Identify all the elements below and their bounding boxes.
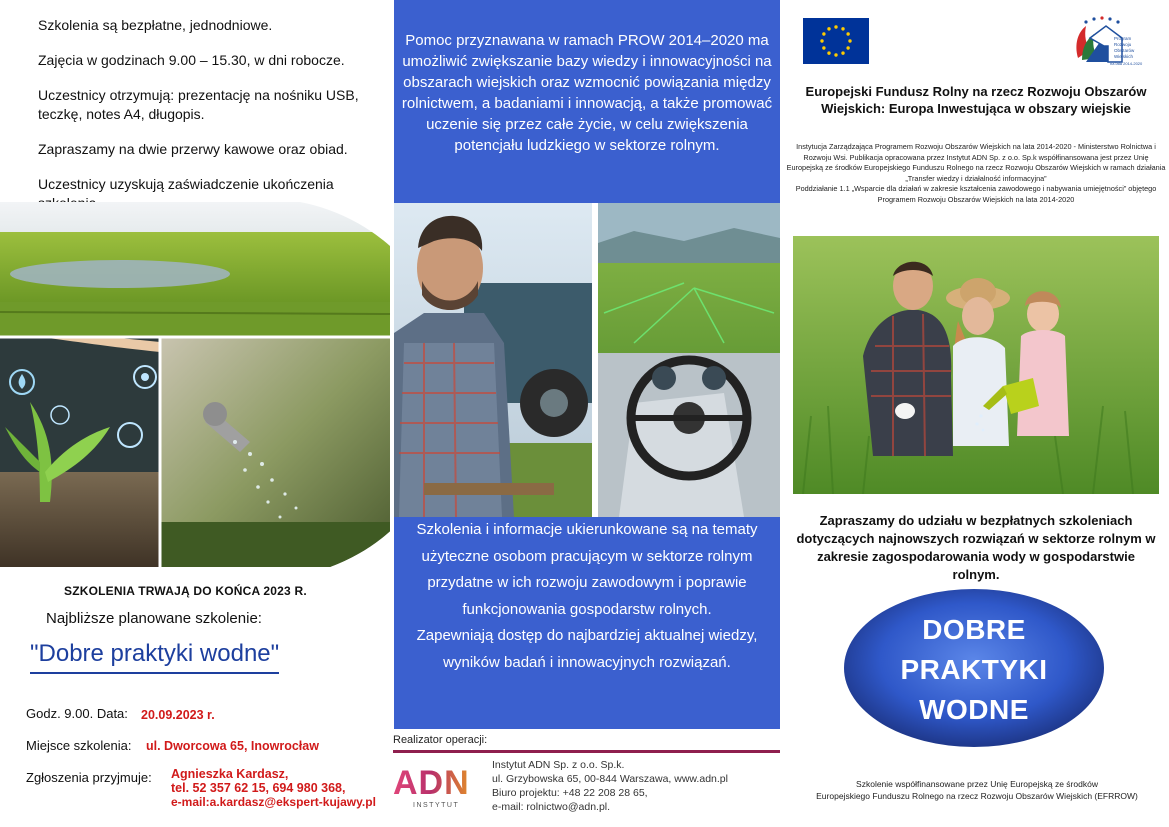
- trainings-description-text: Szkolenia i informacje ukierunkowane są na tematy użyteczne osobom pracującym w sektorze rolnym przydatne w ich rozwoju zawodowym i poprawie funkcjonowania gospodarstw rolnych.: [416, 521, 758, 618]
- eu-flag-icon: [803, 18, 869, 64]
- eu-star: [846, 32, 849, 35]
- badge-line-3: WODNE: [919, 694, 1029, 725]
- info-materials: Uczestnicy otrzymują: prezentację na nośniku USB, teczkę, notes A4, długopis.: [38, 87, 359, 122]
- realizator-label: Realizator operacji:: [393, 734, 488, 746]
- eu-star: [834, 25, 837, 28]
- adn-email: e-mail: rolnictwo@adn.pl.: [492, 801, 611, 813]
- eu-star: [822, 46, 825, 49]
- contact-phone: tel. 52 357 62 15, 694 980 368,: [171, 781, 346, 795]
- trainings-access-text: Zapewniają dostęp do najbardziej aktualnej wiedzy, wyników badań i innowacyjnych rozwiązań.: [416, 627, 758, 671]
- invitation-text: Zapraszamy do udziału w bezpłatnych szkoleniach dotyczących najnowszych rozwiązań w sektorze rolnym w zakresie zagospodarowania wody w gospodarstwie rolnym.: [796, 513, 1156, 582]
- eu-star: [834, 53, 837, 56]
- training-date: 20.09.2023 r.: [141, 708, 215, 722]
- svg-text:na lata 2014-2020: na lata 2014-2020: [1110, 61, 1143, 66]
- training-name: "Dobre praktyki wodne": [30, 640, 279, 674]
- info-hours: Zajęcia w godzinach 9.00 – 15.30, w dni robocze.: [38, 52, 345, 68]
- eu-star: [827, 51, 830, 54]
- eu-star: [822, 32, 825, 35]
- adn-phone: Biuro projektu: +48 22 208 28 65,: [492, 787, 648, 799]
- trainings-description-panel: [394, 517, 780, 729]
- svg-text:Rozwoju: Rozwoju: [1114, 42, 1132, 47]
- adn-contact-info: [492, 758, 728, 814]
- left-info-list: [38, 16, 388, 229]
- cofinancing-line-2: Europejskiego Funduszu Rolnego na rzecz Rozwoju Obszarów Wiejskich (EFRROW): [816, 791, 1138, 801]
- training-place: ul. Dworcowa 65, Inowrocław: [146, 739, 319, 753]
- eu-star: [846, 46, 849, 49]
- info-breaks: Zapraszamy na dwie przerwy kawowe oraz obiad.: [38, 141, 348, 157]
- fund-title: Europejski Fundusz Rolny na rzecz Rozwoju Obszarów Wiejskich: Europa Inwestująca w obszary wiejskie: [805, 84, 1147, 116]
- left-photo-collage: [0, 202, 390, 567]
- time-date-label: Godz. 9.00. Data:: [26, 706, 128, 721]
- info-certificate: Uczestnicy uzyskują zaświadczenie ukończenia: [38, 176, 334, 192]
- adn-company-name: Instytut ADN Sp. z o.o. Sp.k.: [492, 759, 625, 771]
- eu-star: [841, 27, 844, 30]
- fund-funding-note: [786, 142, 1166, 205]
- middle-photo-pair: [394, 203, 780, 517]
- fund-note-subaction: Poddziałanie 1.1 „Wsparcie dla działań w zakresie kształcenia zawodowego i nabywania umiejętności” objętego Programem Rozwoju Obszarów Wiejskich na lata 2014-2020: [795, 184, 1157, 204]
- prow-aid-panel: [394, 0, 780, 203]
- cofinancing-note: [796, 778, 1158, 802]
- svg-text:Program: Program: [1114, 36, 1132, 41]
- svg-text:Wiejskich: Wiejskich: [1114, 54, 1134, 59]
- trainings-end-notice: SZKOLENIA TRWAJĄ DO KOŃCA 2023 R.: [64, 584, 307, 598]
- contact-label: Zgłoszenia przyjmuje:: [26, 770, 152, 785]
- realizator-divider: [393, 750, 780, 753]
- cofinancing-line-1: Szkolenie współfinansowane przez Unię Europejską ze środków: [856, 779, 1098, 789]
- contact-name: Agnieszka Kardasz,: [171, 767, 289, 781]
- svg-text:Obszarów: Obszarów: [1114, 48, 1135, 53]
- prow-aid-text: Pomoc przyznawana w ramach PROW 2014–2020 ma umożliwić zwiększanie bazy wiedzy i innowacyjności na obszarach wiejskich oraz wzmocnić powiązania między rolnictwem, a badaniami i innowacją, a także promować uczenie się przez całe życie, w celu zwiększenia potencjału ludzkiego w sektorze rolnym.: [401, 32, 773, 154]
- place-label: Miejsce szkolenia:: [26, 738, 132, 753]
- badge-line-1: DOBRE: [922, 614, 1026, 645]
- nearest-training-label: Najbliższe planowane szkolenie:: [46, 610, 262, 627]
- svg-text:ADN: ADN: [393, 764, 470, 802]
- badge-line-2: PRAKTYKI: [900, 654, 1048, 685]
- contact-email: e-mail:a.kardasz@ekspert-kujawy.pl: [171, 795, 376, 809]
- eu-star: [841, 51, 844, 54]
- fund-note-action: „Transfer wiedzy i działalność informacyjna”: [905, 173, 1047, 183]
- eu-star: [820, 39, 823, 42]
- adn-logo-icon: [393, 762, 479, 810]
- info-free: Szkolenia są bezpłatne, jednodniowe.: [38, 17, 273, 33]
- eu-star: [848, 39, 851, 42]
- family-garden-photo: [793, 236, 1159, 494]
- training-title-badge: [843, 588, 1105, 748]
- adn-address: ul. Grzybowska 65, 00-844 Warszawa, www.adn.pl: [492, 773, 728, 785]
- eu-star: [827, 27, 830, 30]
- fund-note-main: Instytucja Zarządzająca Programem Rozwoju Obszarów Wiejskich na lata 2014-2020 - Ministerstwo Rolnictwa i Rozwoju Wsi. Publikacja opracowana przez Instytut ADN Sp. z o.o. Sp.k współfinansowana jest przez Unię Europejską ze środków Europejskiego Funduszu Rolnego na rzecz Rozwoju Obszarów Wiejskich w ramach działania: [786, 142, 1166, 172]
- svg-text:INSTYTUT: INSTYTUT: [413, 802, 460, 809]
- prow-logo-icon: [1064, 14, 1156, 70]
